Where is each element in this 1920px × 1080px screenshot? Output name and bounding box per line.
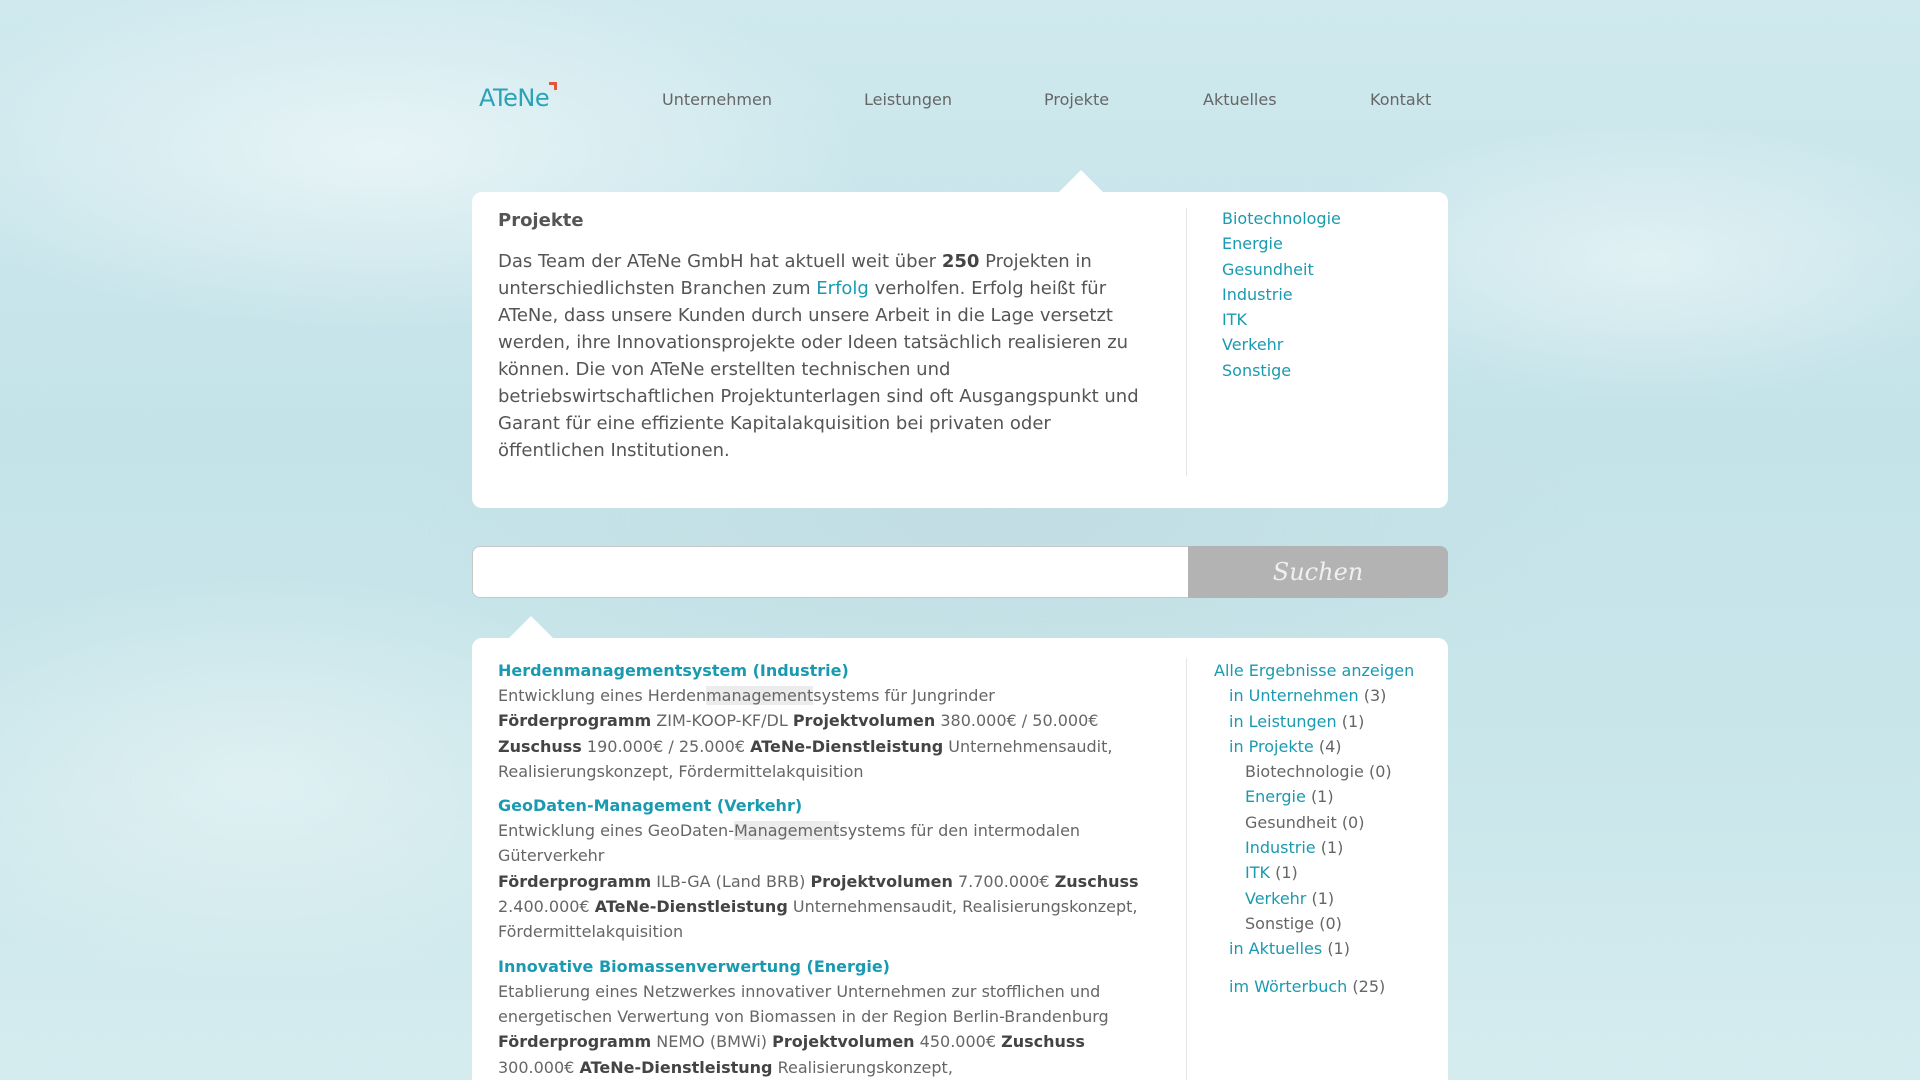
- facet-count: (1): [1341, 711, 1365, 731]
- result-item: [498, 793, 1158, 944]
- category-link-industrie[interactable]: Industrie: [1222, 284, 1293, 304]
- category-link-biotechnologie[interactable]: Biotechnologie: [1222, 209, 1341, 228]
- result-title-link[interactable]: GeoDaten-Management (Verkehr): [498, 796, 803, 816]
- facet-all-results[interactable]: Alle Ergebnisse anzeigen: [1214, 661, 1415, 680]
- search-highlight: Management: [733, 821, 840, 841]
- facet-leistungen[interactable]: in Leistungen: [1229, 711, 1337, 731]
- results-panel: [472, 638, 1448, 1080]
- main-nav: [479, 90, 1449, 114]
- facet-count: (25): [1352, 976, 1386, 996]
- search-bar: [472, 546, 1448, 598]
- result-body: Entwicklung eines GeoDaten-Managementsystems für den intermodalen Güterverkehr Förderprogramm ILB-GA (Land BRB) Projektvolumen 7.700.000€ Zuschuss 2.400.000€ ATeNe-Dienstleistung Unternehmensaudit, Realisierungskonzept, Fördermittelakquisition: [498, 821, 1139, 942]
- project-count: 250: [941, 251, 980, 272]
- facet-woerterbuch[interactable]: im Wörterbuch: [1229, 976, 1348, 996]
- nav-item-leistungen[interactable]: Leistungen: [864, 90, 952, 109]
- result-body: Etablierung eines Netzwerkes innovativer Unternehmen zur stofflichen und energetischen Verwertung von Biomassen in der Region Berlin-Brandenburg Förderprogramm NEMO (BMWi) Projektvolumen 450.000€ Zuschuss 300.000€ ATeNe-Dienstleistung Realisierungskonzept,: [498, 981, 1109, 1077]
- facet-count: (0): [1341, 812, 1365, 832]
- facet-sub-sonstige: Sonstige: [1245, 913, 1315, 933]
- facet-count: (1): [1320, 838, 1344, 858]
- category-link-verkehr[interactable]: Verkehr: [1222, 335, 1284, 355]
- search-button[interactable]: Suchen: [1188, 546, 1448, 598]
- result-item: [498, 658, 1158, 784]
- category-link-gesundheit[interactable]: Gesundheit: [1222, 259, 1314, 279]
- intro-panel: [472, 192, 1448, 508]
- result-body: Entwicklung eines Herdenmanagementsystems für Jungrinder Förderprogramm ZIM-KOOP-KF/DL Projektvolumen 380.000€ / 50.000€ Zuschuss 190.000€ / 25.000€ ATeNe-Dienstleistung Unternehmensaudit, Realisierungskonzept, Fördermittelakquisition: [498, 686, 1113, 781]
- facet-unternehmen[interactable]: in Unternehmen: [1229, 686, 1359, 706]
- facet-count: (4): [1318, 736, 1342, 756]
- category-link-energie[interactable]: Energie: [1222, 234, 1283, 254]
- logo-text: ATeNe: [479, 84, 550, 112]
- facet-count: (1): [1275, 863, 1298, 883]
- nav-item-kontakt[interactable]: Kontakt: [1370, 90, 1432, 109]
- facet-count: (1): [1311, 888, 1335, 908]
- facet-count: (1): [1327, 939, 1350, 959]
- category-list: [1222, 206, 1341, 383]
- category-link-sonstige[interactable]: Sonstige: [1222, 360, 1292, 380]
- search-pointer: [509, 616, 553, 638]
- search-input[interactable]: [472, 546, 1189, 598]
- result-list: [498, 658, 1158, 1080]
- facet-projekte[interactable]: in Projekte: [1229, 736, 1314, 756]
- result-item: [498, 954, 1158, 1080]
- facet-count: (0): [1319, 913, 1342, 933]
- facet-list: [1214, 658, 1414, 999]
- erfolg-link[interactable]: Erfolg: [816, 278, 869, 299]
- facet-count: (3): [1363, 686, 1387, 706]
- divider: [1186, 208, 1187, 476]
- result-title-link[interactable]: Innovative Biomassenverwertung (Energie): [498, 956, 890, 976]
- facet-sub-verkehr[interactable]: Verkehr: [1245, 888, 1307, 908]
- facet-aktuelles[interactable]: in Aktuelles: [1229, 939, 1323, 959]
- site-header: [479, 78, 1449, 122]
- facet-sub-biotechnologie: Biotechnologie: [1245, 762, 1364, 782]
- nav-item-aktuelles[interactable]: Aktuelles: [1203, 90, 1277, 109]
- facet-count: (1): [1310, 787, 1334, 807]
- divider: [1186, 658, 1187, 1080]
- facet-count: (0): [1368, 762, 1392, 782]
- intro-text: Das Team der ATeNe GmbH hat aktuell weit über 250 Projekten in unterschiedlichsten Branchen zum Erfolg verholfen. Erfolg heißt für ATeNe, dass unsere Kunden durch unsere Arbeit in die Lage versetzt werden, ihre Innovationsprojekte oder Ideen tatsächlich realisieren zu können. Die von ATeNe erstellten technischen und betriebswirtschaftlichen Projektunterlagen sind oft Ausgangspunkt und Garant für eine effiziente Kapitalakquisition bei privaten oder öffentlichen Institutionen.: [498, 251, 1139, 461]
- facet-sub-gesundheit: Gesundheit: [1245, 812, 1337, 832]
- facet-sub-itk[interactable]: ITK: [1245, 863, 1270, 883]
- page-title: Projekte: [498, 210, 584, 231]
- logo-mark-icon: [549, 82, 557, 90]
- search-highlight: management: [706, 686, 814, 705]
- nav-item-unternehmen[interactable]: Unternehmen: [662, 90, 772, 109]
- result-title-link[interactable]: Herdenmanagementsystem (Industrie): [498, 661, 849, 680]
- category-link-itk[interactable]: ITK: [1222, 310, 1247, 330]
- facet-sub-energie[interactable]: Energie: [1245, 787, 1306, 807]
- facet-sub-industrie[interactable]: Industrie: [1245, 838, 1316, 858]
- nav-item-projekte[interactable]: Projekte: [1044, 90, 1110, 109]
- active-nav-pointer: [1059, 170, 1103, 192]
